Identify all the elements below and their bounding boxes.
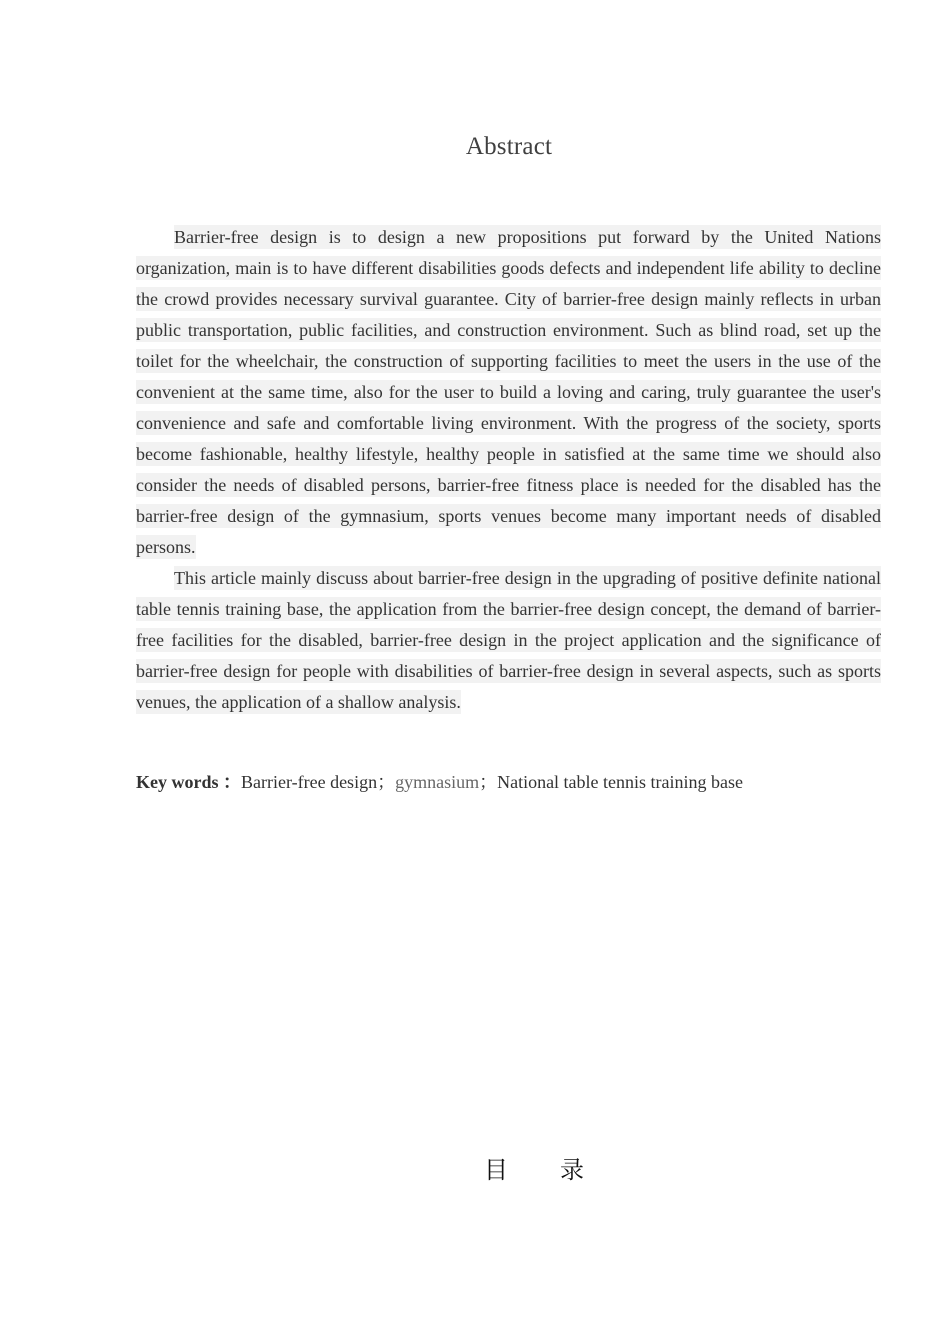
abstract-paragraph-2-text: This article mainly discuss about barrier-free design in the upgrading of positive definite national table tennis training base, the application from the barrier-free design concept, the demand of barrier-free facilities for the disabled, barrier-free design in the project application and the significance of barrier-free design for people with disabilities of barrier-free design in several aspects, such as sports venues, the application of a shallow analysis. xyxy=(136,568,881,712)
keywords-line xyxy=(136,769,896,795)
keyword-3: National table tennis training base xyxy=(497,772,744,792)
keyword-2: gymnasium xyxy=(395,772,480,792)
abstract-paragraph-2 xyxy=(136,563,881,718)
toc-title-char-2: 录 xyxy=(560,1156,584,1184)
keywords-label: Key words ： xyxy=(136,772,241,792)
keyword-1: Barrier-free design xyxy=(241,772,378,792)
keyword-separator: ； xyxy=(377,772,396,792)
table-of-contents-title xyxy=(484,1150,584,1185)
abstract-body xyxy=(136,222,881,718)
abstract-paragraph-1 xyxy=(136,222,881,563)
abstract-title: Abstract xyxy=(465,133,553,160)
abstract-paragraph-1-text: Barrier-free design is to design a new propositions put forward by the United Nations organization, main is to have different disabilities goods defects and independent life ability to decline the crowd provides necessary survival guarantee. City of barrier-free design mainly reflects in urban public transportation, public facilities, and construction environment. Such as blind road, set up the toilet for the wheelchair, the construction of supporting facilities to meet the users in the use of the convenient at the same time, also for the user to build a loving and caring, truly guarantee the user's convenience and safe and comfortable living environment. With the progress of the society, sports become fashionable, healthy lifestyle, healthy people in satisfied at the same time we should also consider the needs of disabled persons, barrier-free fitness place is needed for the disabled has the barrier-free design of the gymnasium, sports venues become many important needs of disabled persons. xyxy=(136,227,881,557)
toc-title-char-1: 目 xyxy=(484,1156,508,1184)
keyword-separator: ； xyxy=(479,772,498,792)
